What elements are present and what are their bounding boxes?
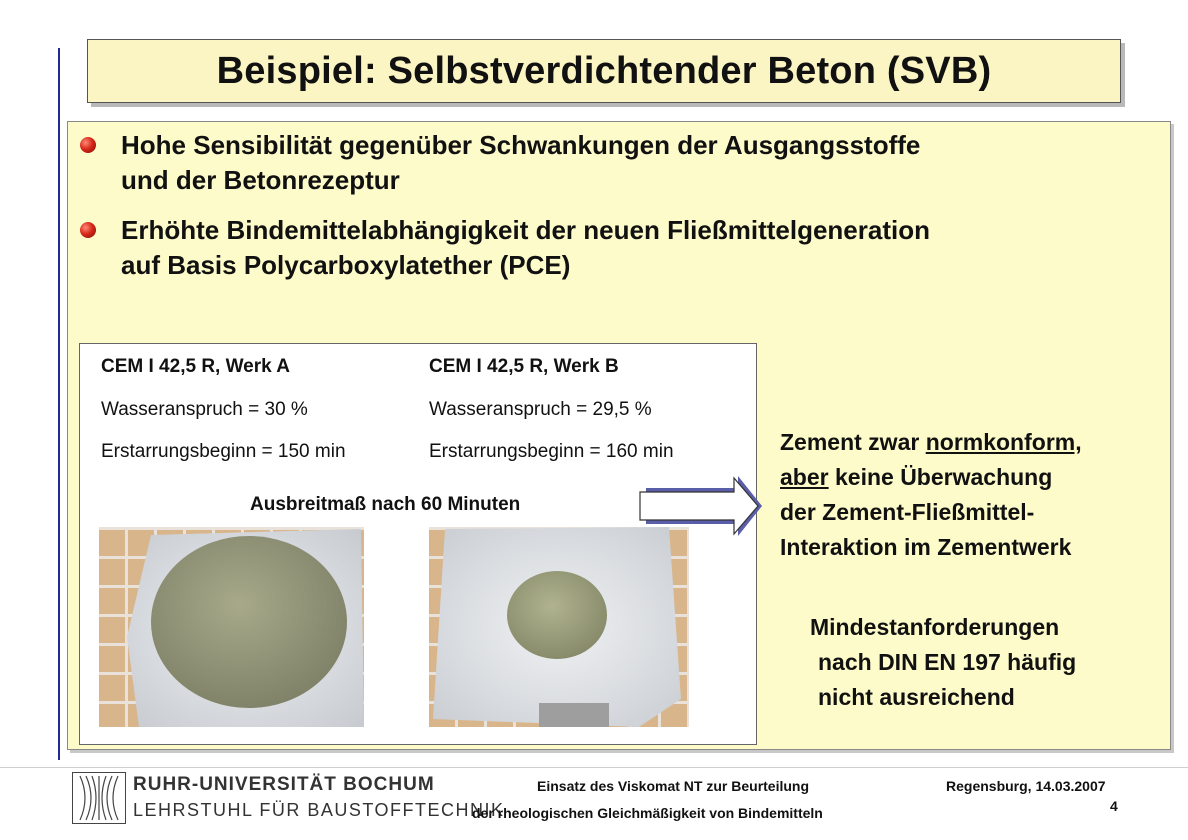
footer-topic-line-1: Einsatz des Viskomat NT zur Beurteilung [537,778,810,794]
bullet-dot-icon [80,222,96,238]
university-logo-icon [72,772,126,824]
university-name: RUHR-UNIVERSITÄT BOCHUM [133,774,435,795]
conclusion-line-3: der Zement-Fließmittel- [780,499,1035,525]
chair-name: LEHRSTUHL FÜR BAUSTOFFTECHNIK [133,800,505,820]
bullet-line: Hohe Sensibilität gegenüber Schwankungen der Ausgangsstoffe [121,130,921,160]
consequence-line-2: nach DIN EN 197 häufig [818,649,1077,675]
cement-comparison-box [79,343,757,745]
cement-a-water-demand: Wasseranspruch = 30 % [101,399,308,420]
conclusion-text: keine Überwachung [828,464,1053,490]
consequence-text: Mindestanforderungen [810,614,1060,640]
bullet-line: auf Basis Polycarboxylatether (PCE) [121,250,571,280]
bullet-line: Erhöhte Bindemittelabhängigkeit der neuen Fließmittelgeneration [121,215,930,245]
footer-separator [0,767,1188,768]
right-arrow-icon [638,474,764,538]
left-accent-line [58,48,60,760]
page-number: 4 [1110,798,1118,814]
conclusion-line-4: Interaktion im Zementwerk [780,534,1072,560]
cement-b-setting-time: Erstarrungsbeginn = 160 min [429,441,674,462]
slide-title: Beispiel: Selbstverdichtender Beton (SVB) [87,39,1121,103]
cement-a-setting-time: Erstarrungsbeginn = 150 min [101,441,346,462]
conclusion-line-2 [780,460,1052,495]
spread-photo-werk-a [99,527,364,727]
underlined-term-aber: aber [780,464,829,490]
spread-photo-werk-a-image [99,527,364,727]
spread-photo-werk-b [429,527,689,727]
bullet-line: und der Betonrezeptur [121,165,400,195]
bullet-dot-icon [80,137,96,153]
conclusion-line-1 [780,425,1082,460]
footer-topic-line-2: der rheologischen Gleichmäßigkeit von Bindemitteln [472,805,823,821]
cement-b-name: CEM I 42,5 R, Werk B [429,356,619,377]
consequence-line-3: nicht ausreichend [818,684,1015,710]
conclusion-text: Zement zwar [780,429,926,455]
spread-photo-werk-b-image [429,527,689,727]
footer-place-date: Regensburg, 14.03.2007 [946,778,1106,794]
underlined-term-normkonform: normkonform, [925,429,1082,455]
cement-b-water-demand: Wasseranspruch = 29,5 % [429,399,652,420]
consequence-line-1 [780,610,1059,645]
spread-caption: Ausbreitmaß nach 60 Minuten [250,494,521,515]
cement-a-name: CEM I 42,5 R, Werk A [101,356,291,377]
